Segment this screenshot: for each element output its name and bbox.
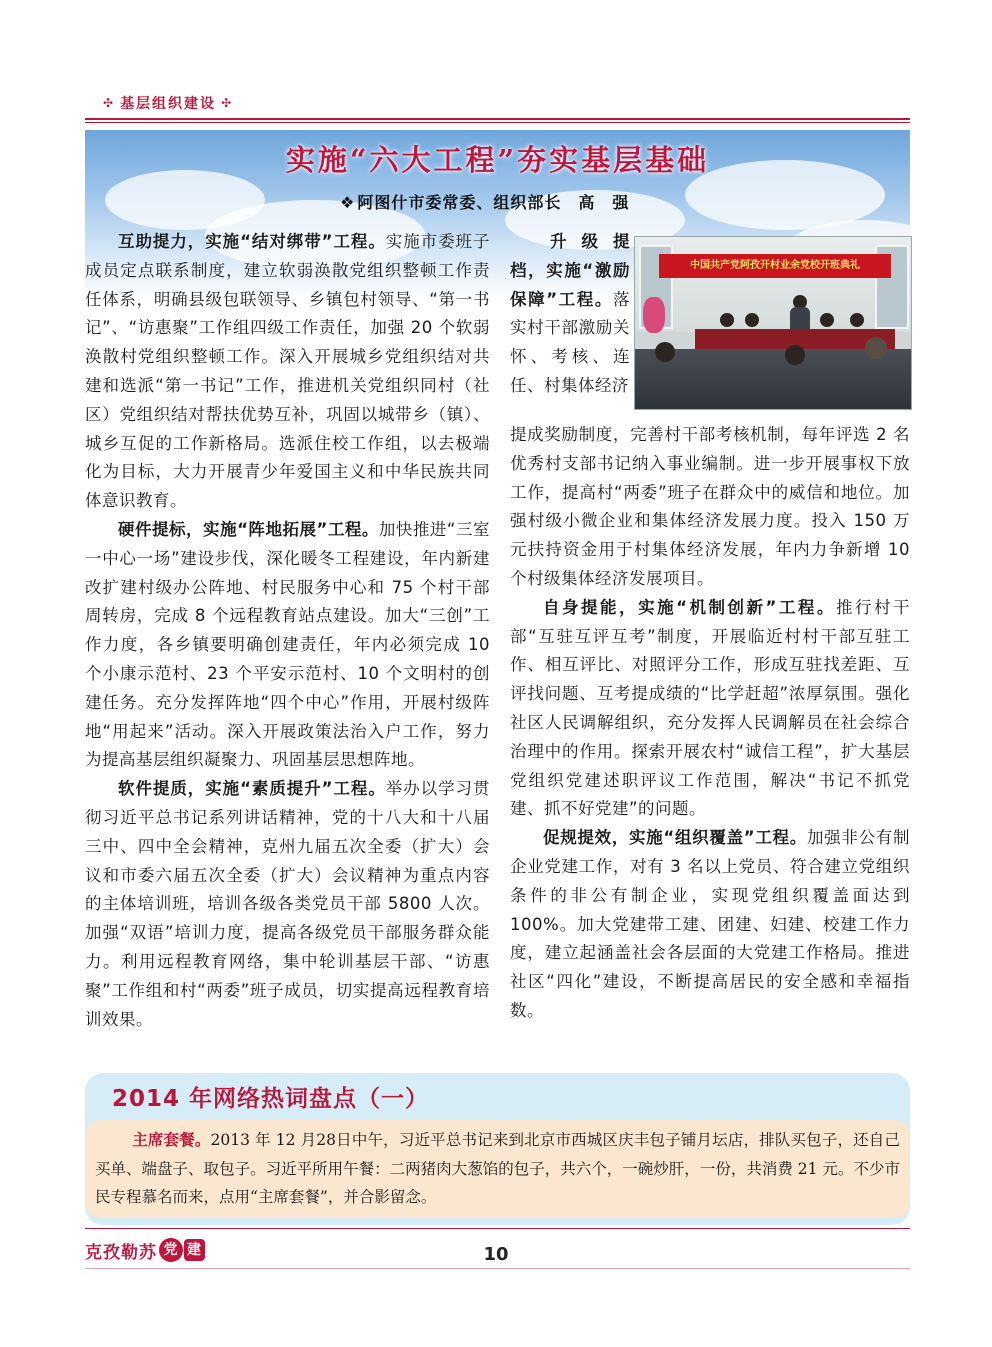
header-divider-thin: [85, 122, 910, 123]
article-photo: [634, 236, 912, 410]
ornament-icon: ✣: [103, 96, 116, 110]
paragraph-continued: 提成奖励制度，完善村干部考核机制，每年评选 2 名优秀村支部书记纳入事业编制。进一步开展事权下放工作，提高村“两委”班子在群众中的威信和地位。加强村级小微企业和集体经济发展力度。投入 150 万元扶持资金用于村集体经济发展，年内力争新增 10 个村级集体经济发展项目。: [510, 425, 910, 588]
hotword-text: [95, 1126, 900, 1212]
footer-divider-thin: [85, 1268, 910, 1269]
paragraph: 促规提效，实施“组织覆盖”工程。加强非公有制企业党建工作，对有 3 名以上党员、符合建立党组织条件的非公有制企业，实现党组织覆盖面达到 100%。加大党建带工建、团建、妇建、校建工作力度，建立起涵盖社会各层面的大党建工作格局。推进社区“四化”建设，不断提高居民的安全感和幸福指数。: [510, 828, 910, 1020]
left-column: [85, 228, 490, 1034]
hotword-title: 2014 年网络热词盘点（一）: [112, 1086, 430, 1112]
paragraph: 软件提质，实施“素质提升”工程。举办以学习贯彻习近平总书记系列讲话精神，党的十八大和十八届三中、四中全会精神，克州九届五次全委（扩大）会议和市委六届五次全委（扩大）会议精神为重点内容的主体培训班，培训各级各类党员干部 5800 人次。加强“双语”培训力度，提高各级党员干部服务群众能力。利用远程教育网络，集中轮训基层干部、“访惠聚”工作组和村“两委”班子成员，切实提高远程教育培训效果。: [85, 779, 490, 1029]
paragraph: 硬件提标，实施“阵地拓展”工程。加快推进“三室一中心一场”建设步伐，深化暖冬工程建设，年内新建改扩建村级办公阵地、村民服务中心和 75 个村干部周转房，完成 8 个远程教育站点建设。加大“三创”工作力度，各乡镇要明确创建责任，年内必须完成 10 个小康示范村、23 个平安示范村、10 个文明村的创建任务。充分发挥阵地“四个中心”作用，开展村级阵地“用起来”活动。深入开展政策法治入户工作，努力为提高基层组织凝聚力、巩固基层思想阵地。: [85, 519, 490, 770]
right-column: [510, 421, 910, 1026]
paragraph: 互助提力，实施“结对绑带”工程。实施市委班子成员定点联系制度，建立软弱涣散党组织整顿工作责任体系，明确县级包联领导、乡镇包村领导、“第一书记”、“访惠聚”工作组四级工作责任，加强 20 个软弱涣散村党组织整顿工作。深入开展城乡党组织结对共建和选派“第一书记”工作，推进机关党组织同村（社区）党组织结对帮扶优势互补，巩固以城带乡（镇）、城乡互促的工作新格局。选派住校工作组，以去极端化为目标，大力开展青少年爱国主义和中华民族共同体意识教育。: [85, 232, 490, 511]
article-byline: [340, 190, 629, 213]
hotword-keyword: 主席套餐。: [132, 1131, 211, 1149]
party-badge-icon: 党: [159, 1238, 183, 1262]
paragraph: 升级提档，实施“激励保障”工程。落实村干部激励关怀、考核、连任、村集体经济: [510, 232, 630, 395]
byline-text: 阿图什市委常委、组织部长 高 强: [357, 193, 630, 212]
footer-divider: [85, 1228, 910, 1229]
brand-badge: 建: [184, 1239, 205, 1261]
section-label: [103, 92, 233, 114]
section-label-text: 基层组织建设: [120, 96, 217, 112]
right-column-wrap: [510, 228, 630, 401]
page-number: 10: [483, 1244, 509, 1265]
hotword-body: 2013 年 12 月28日中午，习近平总书记来到北京市西城区庆丰包子铺月坛店，排队买包子，还自己买单、端盘子、取包子。习近平所用午餐：二两猪肉大葱馅的包子，共六个，一碗炒肝，一份，共消费 21 元。不少市民专程慕名而来，点用“主席套餐”，并合影留念。: [95, 1131, 900, 1206]
header-divider: [85, 118, 910, 120]
diamond-icon: ❖: [340, 193, 356, 212]
photo-banner: 中国共产党阿孜开村业余党校开班典礼: [659, 254, 891, 278]
brand-text: 克孜勒苏: [85, 1242, 157, 1263]
paragraph: 自身提能，实施“机制创新”工程。推行村干部“互驻互评互考”制度，开展临近村村干部互驻工作、相互评比、对照评分工作，形成互驻找差距、互评找问题、互考提成绩的“比学赶超”浓厚氛围。强化社区人民调解组织，充分发挥人民调解员在社会综合治理中的作用。探索开展农村“诚信工程”，扩大基层党组织党建述职评议工作范围，解决“书记不抓党建、抓不好党建”的问题。: [510, 597, 910, 819]
ornament-icon: ✣: [221, 96, 234, 110]
article-title: 实施“六大工程”夯实基层基础: [285, 143, 710, 177]
